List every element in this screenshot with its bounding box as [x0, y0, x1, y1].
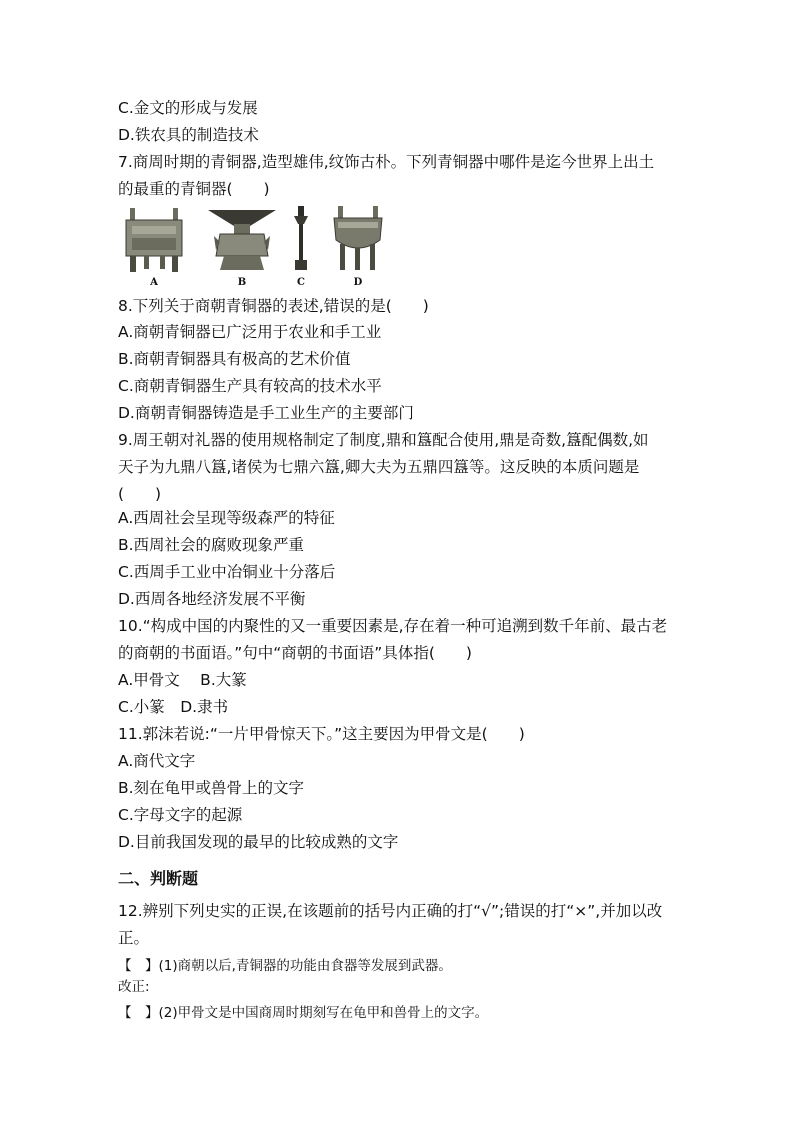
- vessel-c-figure: [290, 204, 312, 274]
- q12-stem-line-2: 正。: [118, 929, 150, 947]
- q12-stem-line-1: 12.辨别下列史实的正误,在该题前的括号内正确的打“√”;错误的打“×”,并加以改: [118, 902, 663, 920]
- q10-options-ab: A.甲骨文 B.大篆: [118, 671, 247, 689]
- vessel-c-label: C: [297, 277, 305, 288]
- section-heading-judgement: 二、判断题: [118, 869, 199, 888]
- q9-stem-line-3: ( ): [118, 485, 162, 503]
- q9-option-c: C.西周手工业中冶铜业十分落后: [118, 563, 336, 581]
- q8-option-b: B.商朝青铜器具有极高的艺术价值: [118, 350, 351, 368]
- q12-item-2: 【 】(2)甲骨文是中国商周时期刻写在龟甲和兽骨上的文字。: [118, 1005, 489, 1021]
- vessel-a-square-ding: [122, 204, 186, 274]
- q7-stem-line-1: 7.商周时期的青铜器,造型雄伟,纹饰古朴。下列青铜器中哪件是迄今世界上出土: [118, 153, 655, 171]
- q10-options-cd: C.小篆 D.隶书: [118, 698, 229, 716]
- vessel-a-label: A: [150, 277, 158, 288]
- q10-stem-line-2: 的商朝的书面语。”句中“商朝的书面语”具体指( ): [118, 644, 472, 662]
- q11-option-a: A.商代文字: [118, 752, 196, 770]
- q12-correction-label: 改正:: [118, 979, 150, 995]
- q9-option-a: A.西周社会呈现等级森严的特征: [118, 509, 335, 527]
- q11-option-c: C.字母文字的起源: [118, 806, 243, 824]
- vessel-b-label: B: [237, 277, 247, 288]
- vessel-b-zun: [206, 204, 278, 274]
- q7-stem-line-2: 的最重的青铜器( ): [118, 180, 270, 198]
- q8-option-d: D.商朝青铜器铸造是手工业生产的主要部门: [118, 404, 414, 422]
- q8-option-c: C.商朝青铜器生产具有较高的技术水平: [118, 377, 382, 395]
- q9-stem-line-1: 9.周王朝对礼器的使用规格制定了制度,鼎和簋配合使用,鼎是奇数,簋配偶数,如: [118, 431, 649, 449]
- q9-stem-line-2: 天子为九鼎八簋,诸侯为七鼎六簋,卿大夫为五鼎四簋等。这反映的本质问题是: [118, 458, 640, 476]
- q11-option-d: D.目前我国发现的最早的比较成熟的文字: [118, 833, 399, 851]
- q11-stem: 11.郭沫若说:“一片甲骨惊天下。”这主要因为甲骨文是( ): [118, 725, 525, 743]
- q9-option-b: B.西周社会的腐败现象严重: [118, 536, 305, 554]
- q8-stem: 8.下列关于商朝青铜器的表述,错误的是( ): [118, 297, 429, 315]
- q6-option-c: C.金文的形成与发展: [118, 99, 258, 117]
- q6-option-d: D.铁农具的制造技术: [118, 126, 259, 144]
- q11-option-b: B.刻在龟甲或兽骨上的文字: [118, 779, 305, 797]
- q9-option-d: D.西周各地经济发展不平衡: [118, 590, 306, 608]
- q12-item-1: 【 】(1)商朝以后,青铜器的功能由食器等发展到武器。: [118, 958, 452, 974]
- vessel-d-round-ding: [330, 204, 386, 274]
- vessel-d-label: D: [353, 277, 363, 288]
- q8-option-a: A.商朝青铜器已广泛用于农业和手工业: [118, 323, 382, 341]
- bronze-vessels-figure: [118, 204, 408, 292]
- q10-stem-line-1: 10.“构成中国的内聚性的又一重要因素是,存在着一种可追溯到数千年前、最古老: [118, 617, 668, 635]
